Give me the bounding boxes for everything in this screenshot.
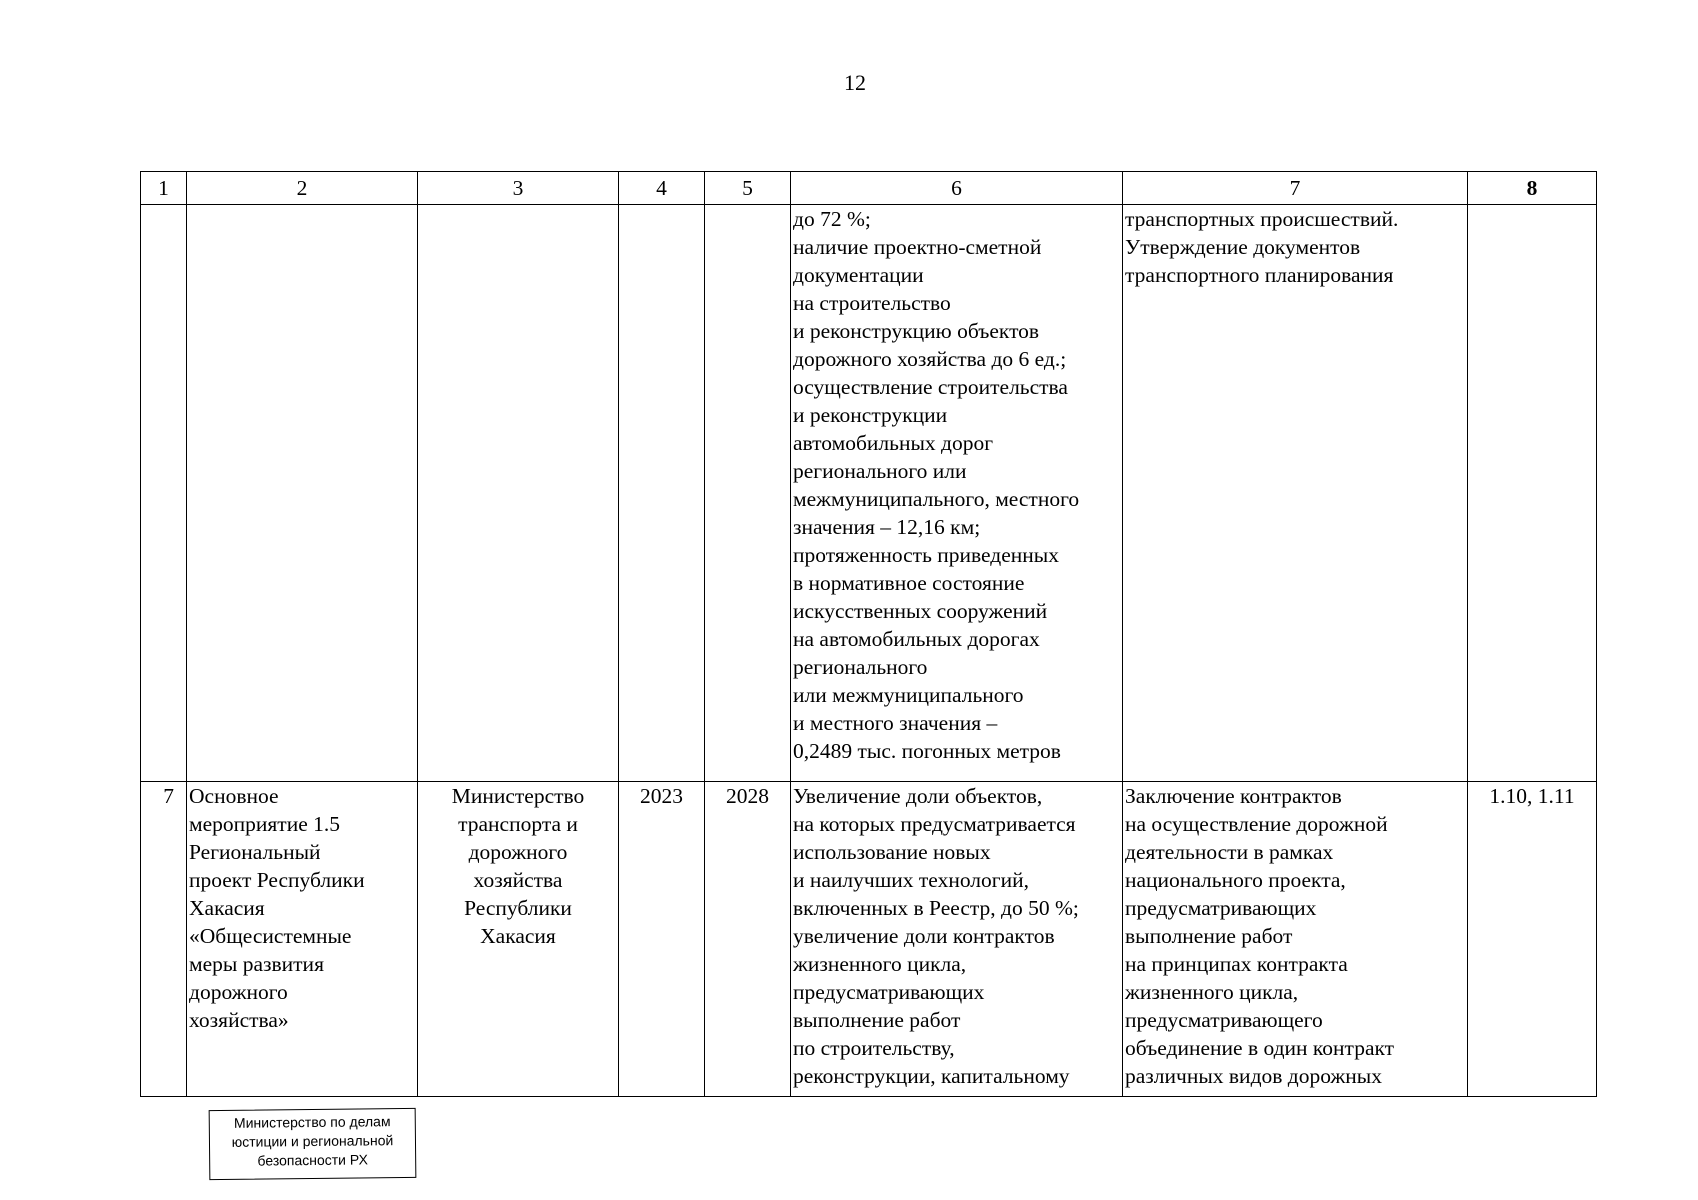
- cell-indicators-empty: [1468, 205, 1597, 782]
- page-number: 12: [844, 70, 866, 95]
- cell-results-continuation: до 72 %; наличие проектно-сметной документации на строительство и реконструкцию объектов дорожного хозяйства до 6 ед.; осуществление строительства и реконструкции автомобильных дорог регионального или межмуниципального, местного значения – 12,16 км; протяженность приведенных в нормативное состояние искусственных сооружений на автомобильных дорогах регионального или межмуниципального и местного значения – 0,2489 тыс. погонных метров: [791, 205, 1123, 782]
- cell-end-empty: [705, 205, 791, 782]
- table-row-continuation: [141, 205, 1597, 782]
- header-cell-2: 2: [187, 172, 418, 205]
- header-cell-8: 8: [1468, 172, 1597, 205]
- cell-row-number: 7: [141, 782, 187, 1097]
- cell-start-empty: [619, 205, 705, 782]
- measures-table: [140, 171, 1597, 1097]
- cell-measure-name: Основное мероприятие 1.5 Региональный проект Республики Хакасия «Общесистемные меры развития дорожного хозяйства»: [187, 782, 418, 1097]
- header-cell-1: 1: [141, 172, 187, 205]
- cell-end-year: 2028: [705, 782, 791, 1097]
- cell-executor-empty: [418, 205, 619, 782]
- cell-measures-continuation: транспортных происшествий. Утверждение документов транспортного планирования: [1123, 205, 1468, 782]
- cell-name-empty: [187, 205, 418, 782]
- cell-executor: Министерство транспорта и дорожного хозяйства Республики Хакасия: [418, 782, 619, 1097]
- cell-start-year: 2023: [619, 782, 705, 1097]
- header-row: [141, 172, 1597, 205]
- header-cell-3: 3: [418, 172, 619, 205]
- table-row-7: [141, 782, 1597, 1097]
- cell-num-empty: [141, 205, 187, 782]
- header-cell-4: 4: [619, 172, 705, 205]
- cell-indicators: 1.10, 1.11: [1468, 782, 1597, 1097]
- header-cell-6: 6: [791, 172, 1123, 205]
- header-cell-5: 5: [705, 172, 791, 205]
- header-cell-7: 7: [1123, 172, 1468, 205]
- cell-results: Увеличение доли объектов, на которых предусматривается использование новых и наилучших технологий, включенных в Реестр, до 50 %; увеличение доли контрактов жизненного цикла, предусматривающих выполнение работ по строительству, реконструкции, капитальному: [791, 782, 1123, 1097]
- ministry-stamp: Министерство по делам юстиции и региональной безопасности РХ: [209, 1108, 417, 1180]
- cell-measures: Заключение контрактов на осуществление дорожной деятельности в рамках национального проекта, предусматривающих выполнение работ на принципах контракта жизненного цикла, предусматривающего объединение в один контракт различных видов дорожных: [1123, 782, 1468, 1097]
